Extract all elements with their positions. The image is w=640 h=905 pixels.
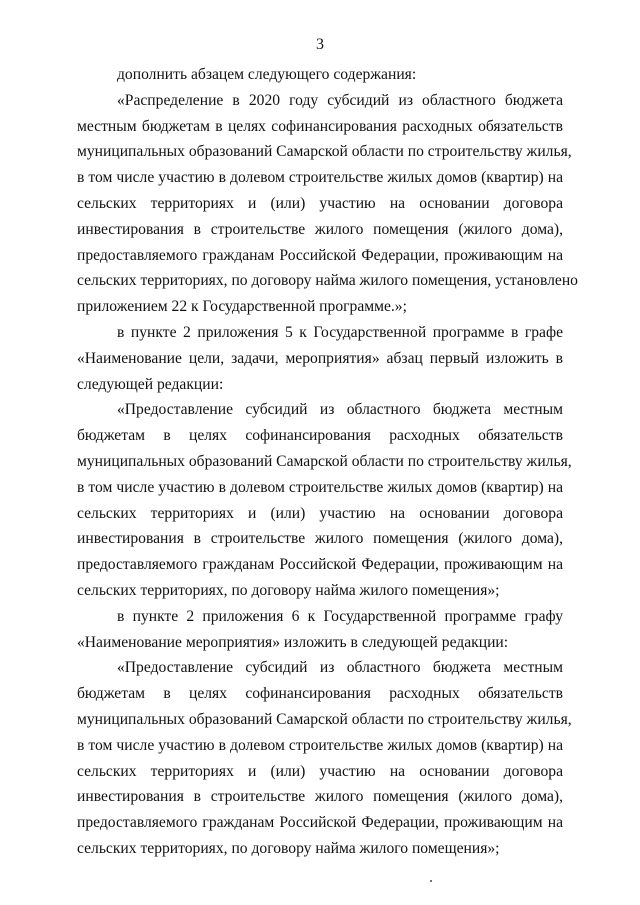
paragraph <box>77 397 572 603</box>
text-line: предоставляемого гражданам Российской Федерации, проживающим на <box>77 556 563 574</box>
text-line: следующей редакции: <box>77 375 224 393</box>
text-line: приложением 22 к Государственной программе.»; <box>77 298 407 316</box>
text-line: в том числе участию в долевом строительстве жилых домов (квартир) на <box>77 736 563 754</box>
text-line: «Распределение в 2020 году субсидий из областного бюджета <box>117 91 563 109</box>
text-line: бюджетам в целях софинансирования расходных обязательств <box>77 685 563 703</box>
text-line: местным бюджетам в целях софинансирования расходных обязательств <box>77 117 563 135</box>
text-line: в пункте 2 приложения 5 к Государственной программе в графе <box>117 323 563 341</box>
text-line: в пункте 2 приложения 6 к Государственной программе графу <box>117 607 563 625</box>
text-line: бюджетам в целях софинансирования расходных обязательств <box>77 427 563 445</box>
text-line: сельских территориях, по договору найма жилого помещения»; <box>77 581 500 599</box>
page-number: 3 <box>316 36 324 53</box>
paragraph <box>77 655 572 861</box>
text-line: сельских территориях и (или) участию на основании договора <box>77 762 563 780</box>
text-line: сельских территориях, по договору найма жилого помещения»; <box>77 839 500 857</box>
text-line: инвестирования в строительстве жилого помещения (жилого дома), <box>77 220 563 238</box>
text-line: сельских территориях и (или) участию на основании договора <box>77 504 563 522</box>
text-line: сельских территориях, по договору найма жилого помещения, установлено <box>77 272 578 290</box>
paragraph <box>77 88 578 320</box>
text-line: «Предоставление субсидий из областного бюджета местным <box>117 659 563 677</box>
text-line: дополнить абзацем следующего содержания: <box>117 66 417 83</box>
scan-speck <box>430 880 432 882</box>
paragraph <box>77 604 563 656</box>
text-line: инвестирования в строительстве жилого помещения (жилого дома), <box>77 530 563 548</box>
text-line: предоставляемого гражданам Российской Федерации, проживающим на <box>77 246 563 264</box>
paragraph <box>77 320 563 397</box>
text-line: «Наименование цели, задачи, мероприятия» абзац первый изложить в <box>77 349 563 367</box>
paragraph <box>77 62 563 88</box>
text-line: предоставляемого гражданам Российской Федерации, проживающим на <box>77 814 563 832</box>
text-line: муниципальных образований Самарской области по строительству жилья, <box>77 143 572 161</box>
text-line: в том числе участию в долевом строительстве жилых домов (квартир) на <box>77 169 563 187</box>
text-line: муниципальных образований Самарской области по строительству жилья, <box>77 452 572 470</box>
text-line: «Наименование мероприятия» изложить в следующей редакции: <box>77 633 509 651</box>
text-line: в том числе участию в долевом строительстве жилых домов (квартир) на <box>77 478 563 496</box>
text-line: сельских территориях и (или) участию на основании договора <box>77 194 563 212</box>
document-body <box>77 62 578 862</box>
text-line: инвестирования в строительстве жилого помещения (жилого дома), <box>77 788 563 806</box>
text-line: муниципальных образований Самарской области по строительству жилья, <box>77 710 572 728</box>
text-line: «Предоставление субсидий из областного бюджета местным <box>117 401 563 419</box>
